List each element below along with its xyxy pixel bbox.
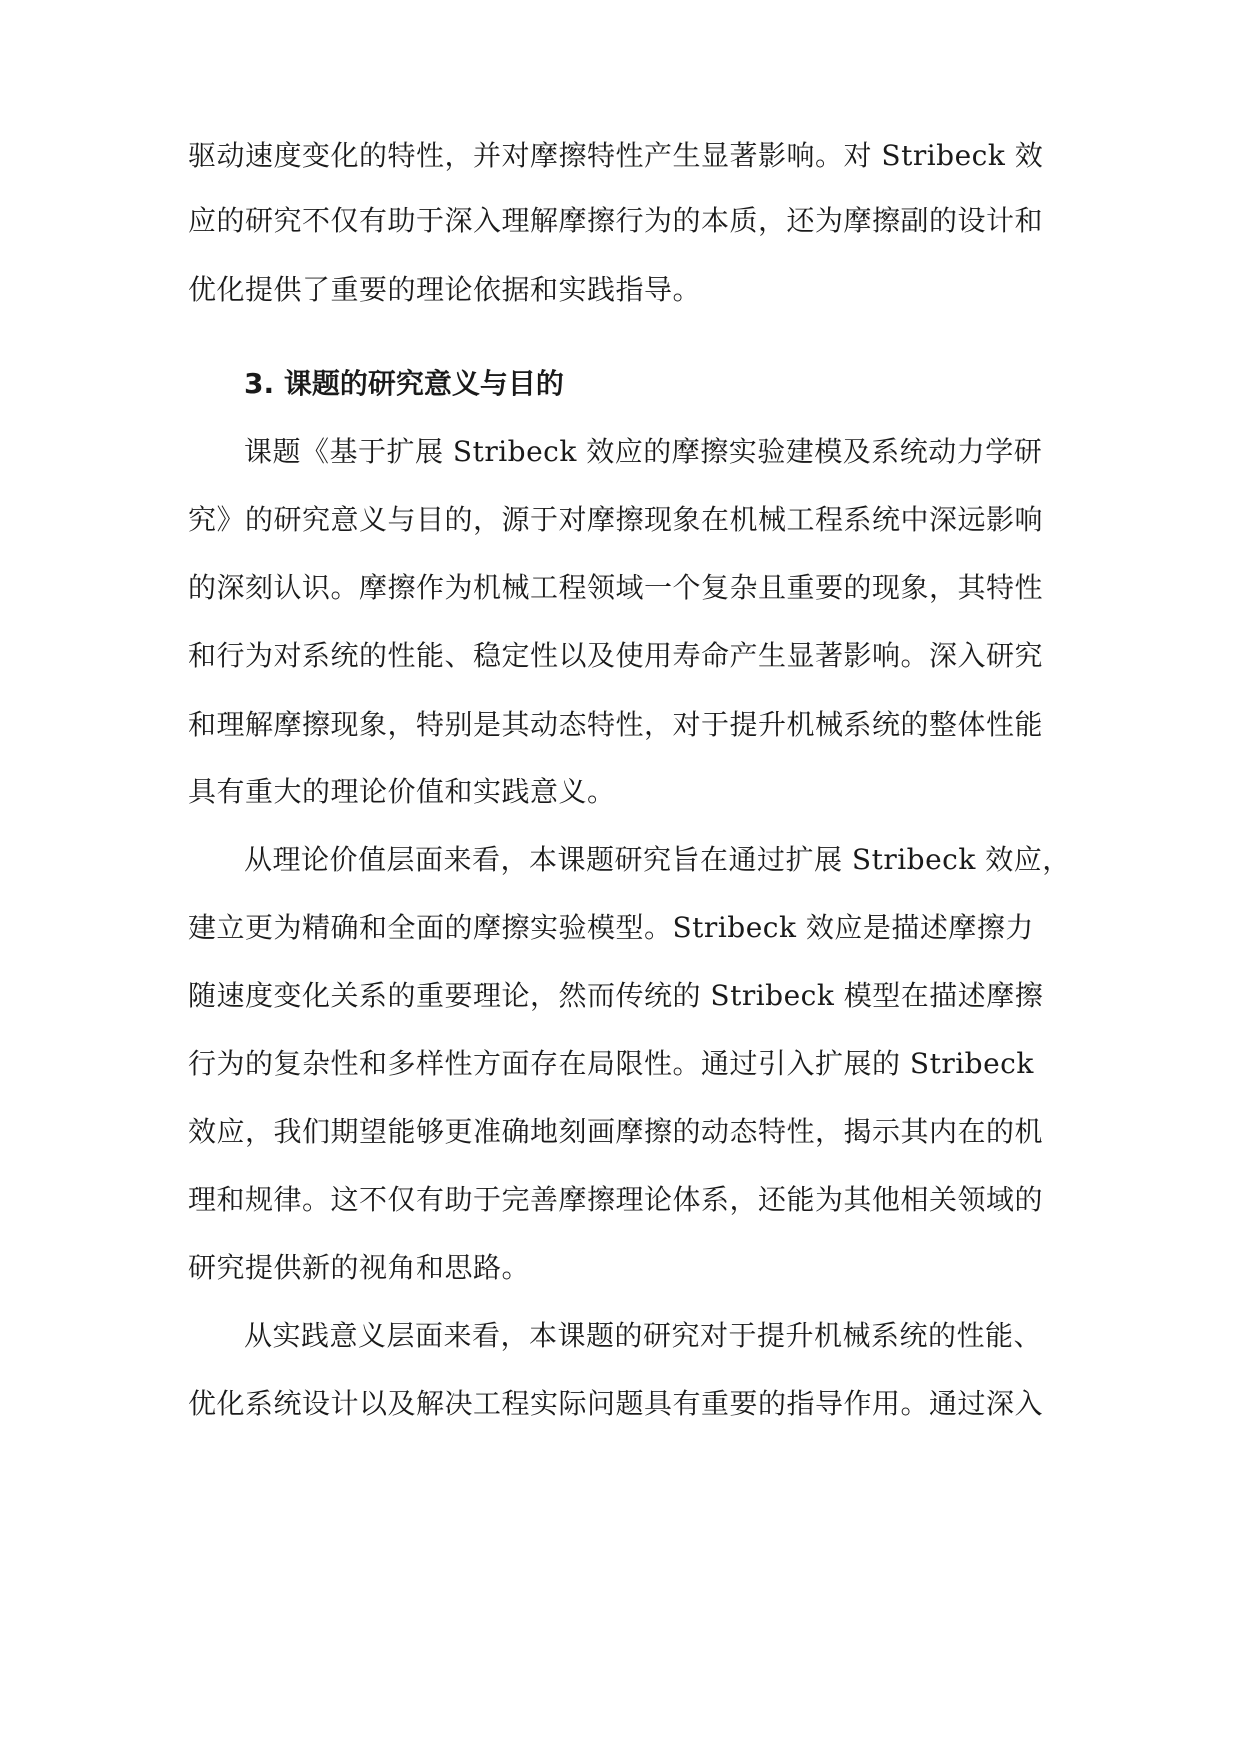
paragraph-line: 究》的研究意义与目的，源于对摩擦现象在机械工程系统中深远影响 [188,503,1044,536]
paragraph-line: 优化系统设计以及解决工程实际问题具有重要的指导作用。通过深入 [188,1387,1044,1420]
paragraph-line: 应的研究不仅有助于深入理解摩擦行为的本质，还为摩擦副的设计和 [188,204,1044,237]
paragraph-line: 课题《基于扩展 Stribeck 效应的摩擦实验建模及系统动力学研 [244,435,1043,468]
paragraph-line: 和理解摩擦现象，特别是其动态特性，对于提升机械系统的整体性能 [188,708,1044,741]
paragraph-line: 随速度变化关系的重要理论，然而传统的 Stribeck 模型在描述摩擦 [188,979,1044,1012]
paragraph-line: 研究提供新的视角和思路。 [188,1251,531,1284]
paragraph-line: 驱动速度变化的特性，并对摩擦特性产生显著影响。对 Stribeck 效 [188,139,1044,172]
section-heading: 3. 课题的研究意义与目的 [244,367,564,400]
paragraph-line: 效应，我们期望能够更准确地刻画摩擦的动态特性，揭示其内在的机 [188,1115,1044,1148]
paragraph-line: 从实践意义层面来看，本课题的研究对于提升机械系统的性能、 [244,1319,1043,1352]
paragraph-line: 和行为对系统的性能、稳定性以及使用寿命产生显著影响。深入研究 [188,639,1044,672]
paragraph-line: 优化提供了重要的理论依据和实践指导。 [188,273,702,306]
paragraph-line: 建立更为精确和全面的摩擦实验模型。Stribeck 效应是描述摩擦力 [188,911,1034,944]
paragraph-line: 行为的复杂性和多样性方面存在局限性。通过引入扩展的 Stribeck [188,1047,1034,1080]
paragraph-line: 的深刻认识。摩擦作为机械工程领域一个复杂且重要的现象，其特性 [188,571,1044,604]
paragraph-line: 具有重大的理论价值和实践意义。 [188,775,616,808]
paragraph-line: 从理论价值层面来看，本课题研究旨在通过扩展 Stribeck 效应， [244,843,1071,876]
paragraph-line: 理和规律。这不仅有助于完善摩擦理论体系，还能为其他相关领域的 [188,1183,1044,1216]
